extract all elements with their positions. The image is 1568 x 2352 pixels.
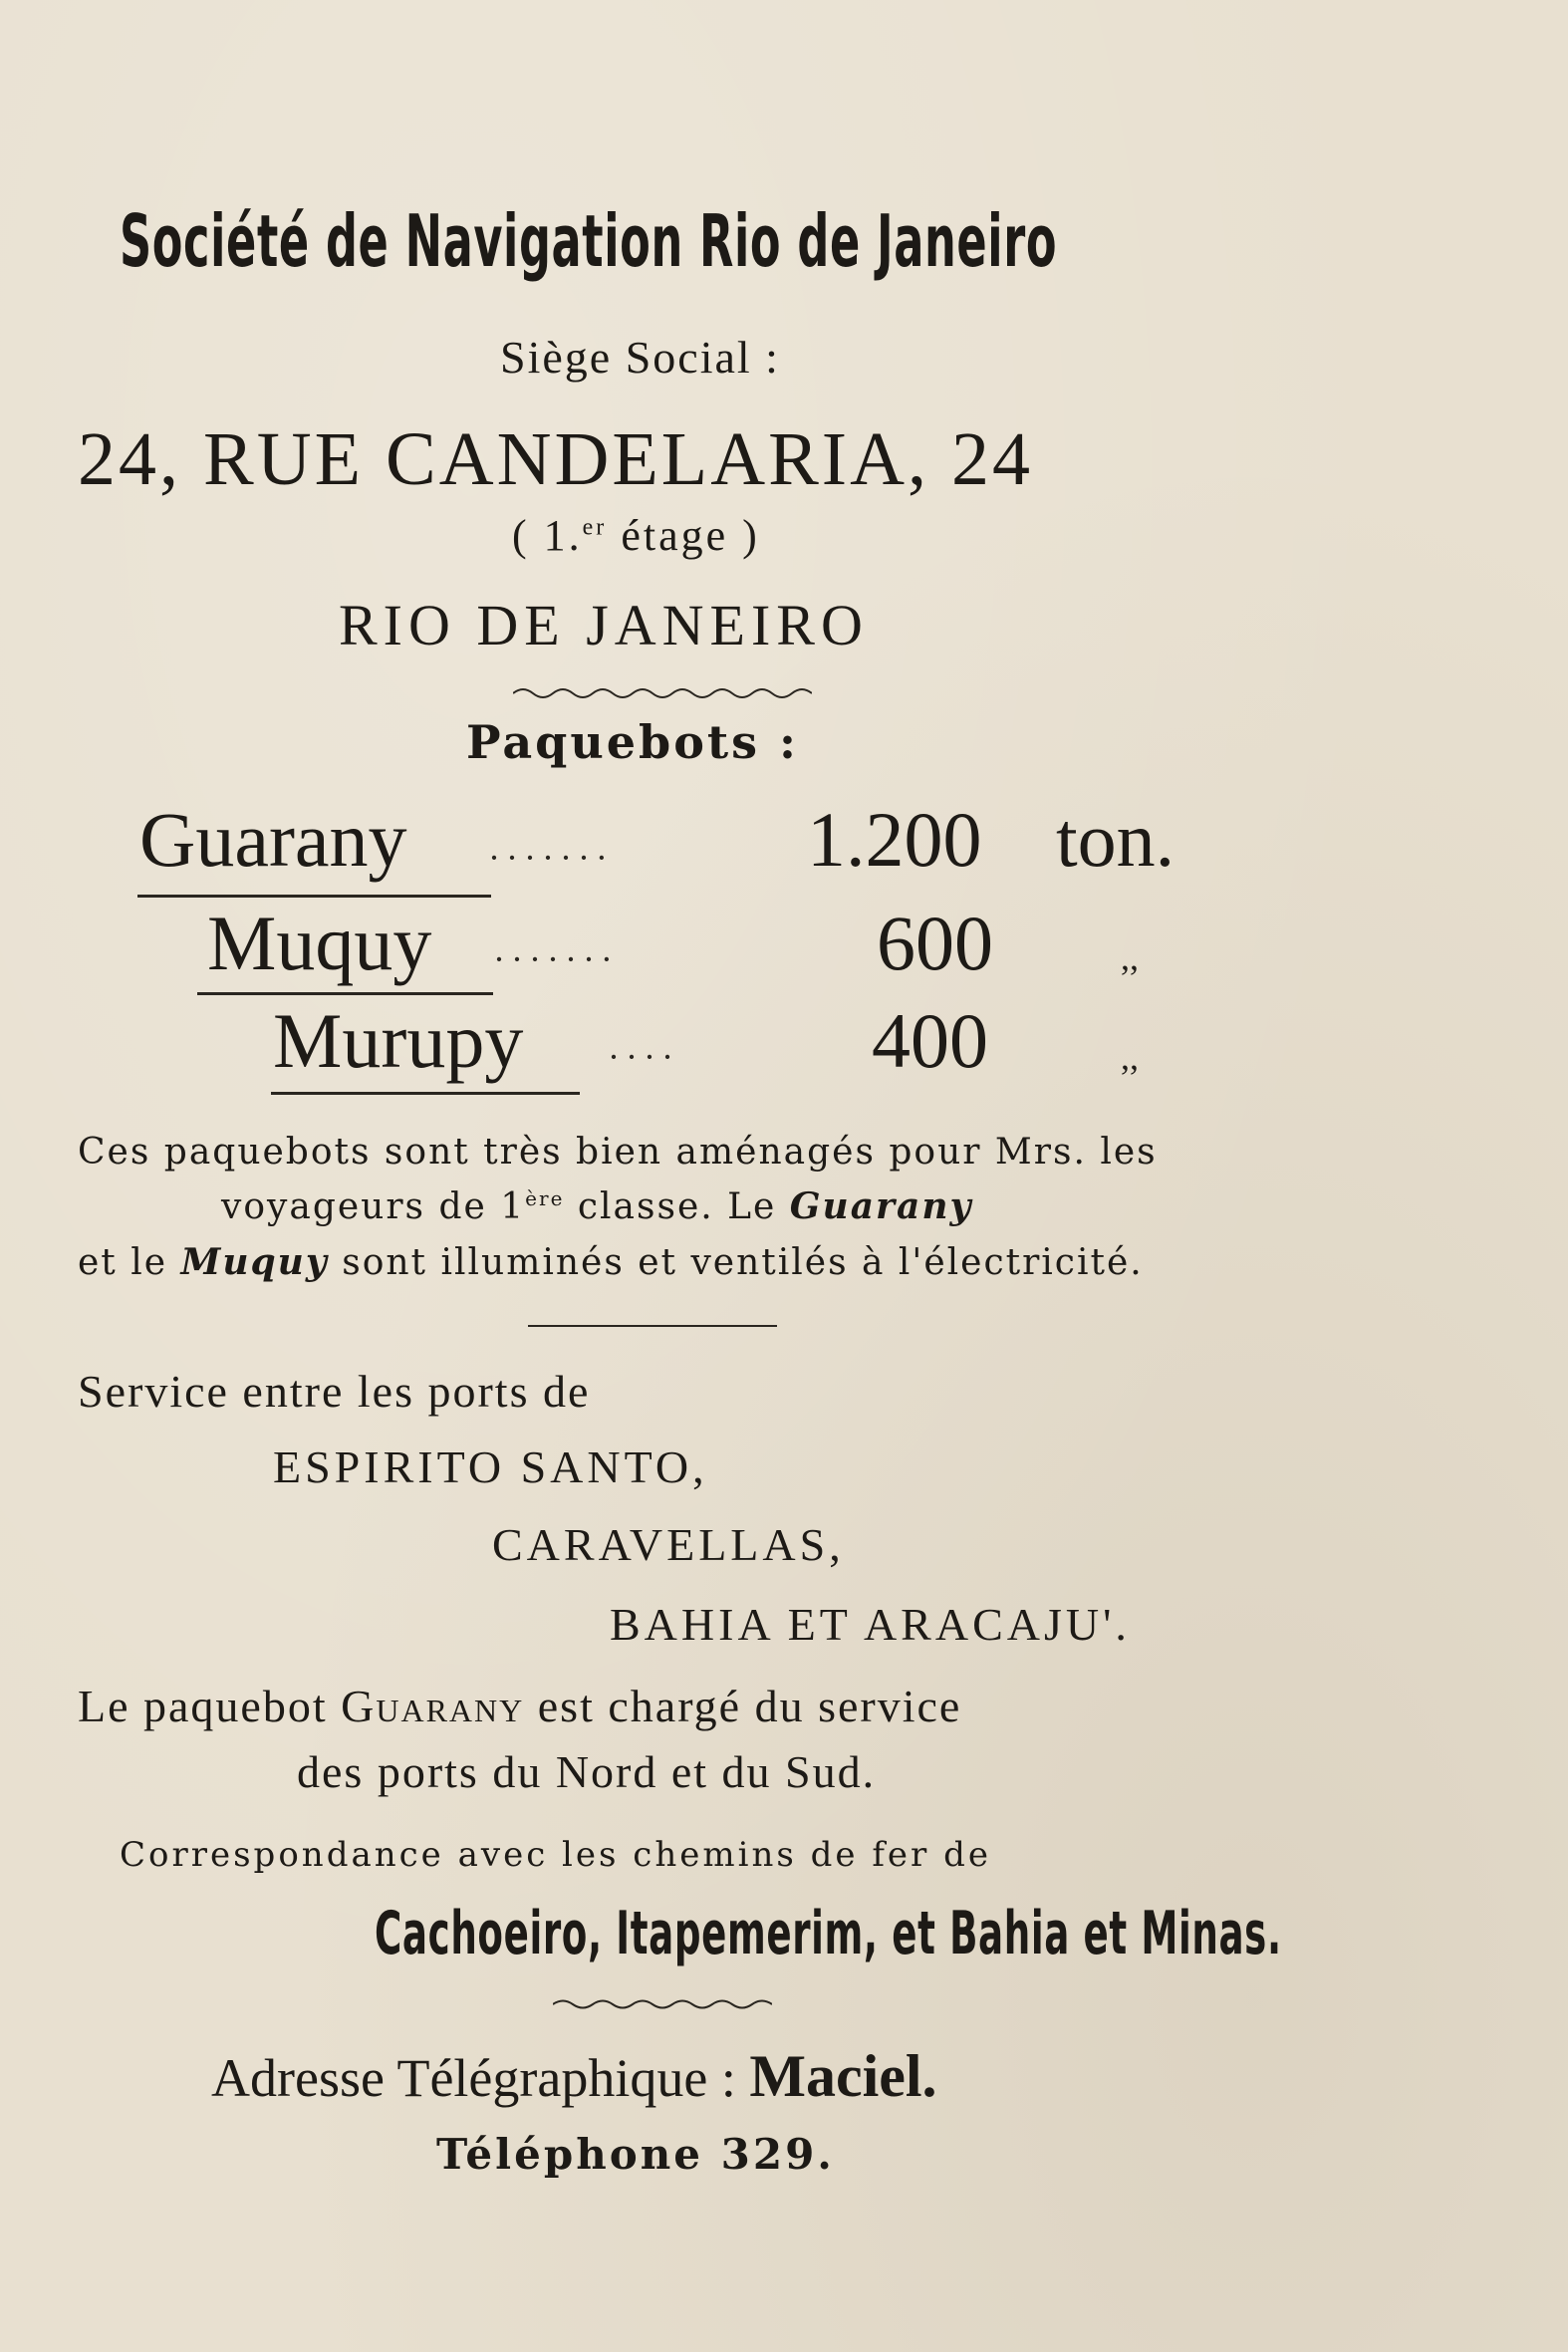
divider-rule: [528, 1325, 777, 1327]
company-title: Société de Navigation Rio de Janeiro: [120, 199, 1058, 283]
guarany-service-line: des ports du Nord et du Sud.: [297, 1746, 877, 1797]
service-text: est chargé du service: [524, 1681, 962, 1731]
railway-lines: Cachoeiro, Itapemerim, et Bahia et Minas.: [375, 1899, 1282, 1968]
ship-unit: ,,: [1121, 937, 1139, 977]
ship-name: Guarany: [139, 796, 407, 883]
description-line: [221, 1185, 972, 1227]
ship-name-smallcaps: Guarany: [341, 1681, 525, 1731]
service-intro: Service entre les ports de: [78, 1366, 591, 1417]
siege-social-label: Siège Social :: [500, 332, 780, 383]
description-sup: ère: [525, 1186, 565, 1210]
description-text: et le: [78, 1242, 181, 1283]
ship-name: Murupy: [273, 997, 524, 1084]
ship-unit: ,,: [1121, 1037, 1139, 1077]
address-value: Maciel.: [749, 2043, 937, 2109]
floor-close: étage ): [607, 511, 760, 560]
description-line: [78, 1241, 1144, 1283]
ship-tonnage: 1.200: [807, 796, 982, 883]
telegraphic-address: [211, 2042, 937, 2111]
service-text: Le paquebot: [78, 1681, 342, 1731]
address-label: Adresse Télégraphique :: [211, 2048, 750, 2108]
correspondance-line: Correspondance avec les chemins de fer de: [120, 1835, 991, 1875]
wavy-divider-icon: [513, 681, 812, 705]
description-text: voyageurs de 1: [221, 1186, 526, 1227]
floor-sup: er: [582, 514, 608, 541]
description-text: classe. Le: [564, 1186, 790, 1227]
paquebots-heading: Paquebots :: [466, 715, 800, 769]
port-name: BAHIA ET ARACAJU'.: [610, 1599, 1131, 1650]
ship-dots: ····: [608, 1037, 679, 1077]
ship-underline: [197, 992, 493, 995]
ship-name-italic: Guarany: [789, 1185, 973, 1227]
wavy-divider-icon: [553, 1994, 772, 2014]
ship-dots: ·······: [493, 939, 619, 979]
ship-underline: [271, 1092, 580, 1095]
ship-tonnage: 600: [877, 900, 993, 986]
street-address: 24, RUE CANDELARIA, 24: [78, 417, 1033, 501]
ship-dots: ·······: [488, 838, 614, 878]
guarany-service-line: [78, 1680, 961, 1732]
description-line: Ces paquebots sont très bien aménagés pour Mrs. les: [78, 1132, 1158, 1173]
floor-open: ( 1.: [512, 511, 583, 560]
port-name: CARAVELLAS,: [492, 1519, 845, 1570]
description-text: sont illuminés et ventilés à l'électricité.: [328, 1242, 1144, 1283]
ship-underline: [137, 895, 491, 898]
ship-name: Muquy: [207, 900, 432, 986]
port-name: ESPIRITO SANTO,: [273, 1441, 708, 1492]
ship-unit: ton.: [1056, 796, 1176, 883]
ship-name-italic: Muquy: [180, 1241, 329, 1283]
city-name: RIO DE JANEIRO: [339, 593, 869, 657]
floor-label: [512, 510, 760, 561]
ship-tonnage: 400: [872, 997, 988, 1084]
telephone-line: Téléphone 329.: [436, 2130, 835, 2179]
